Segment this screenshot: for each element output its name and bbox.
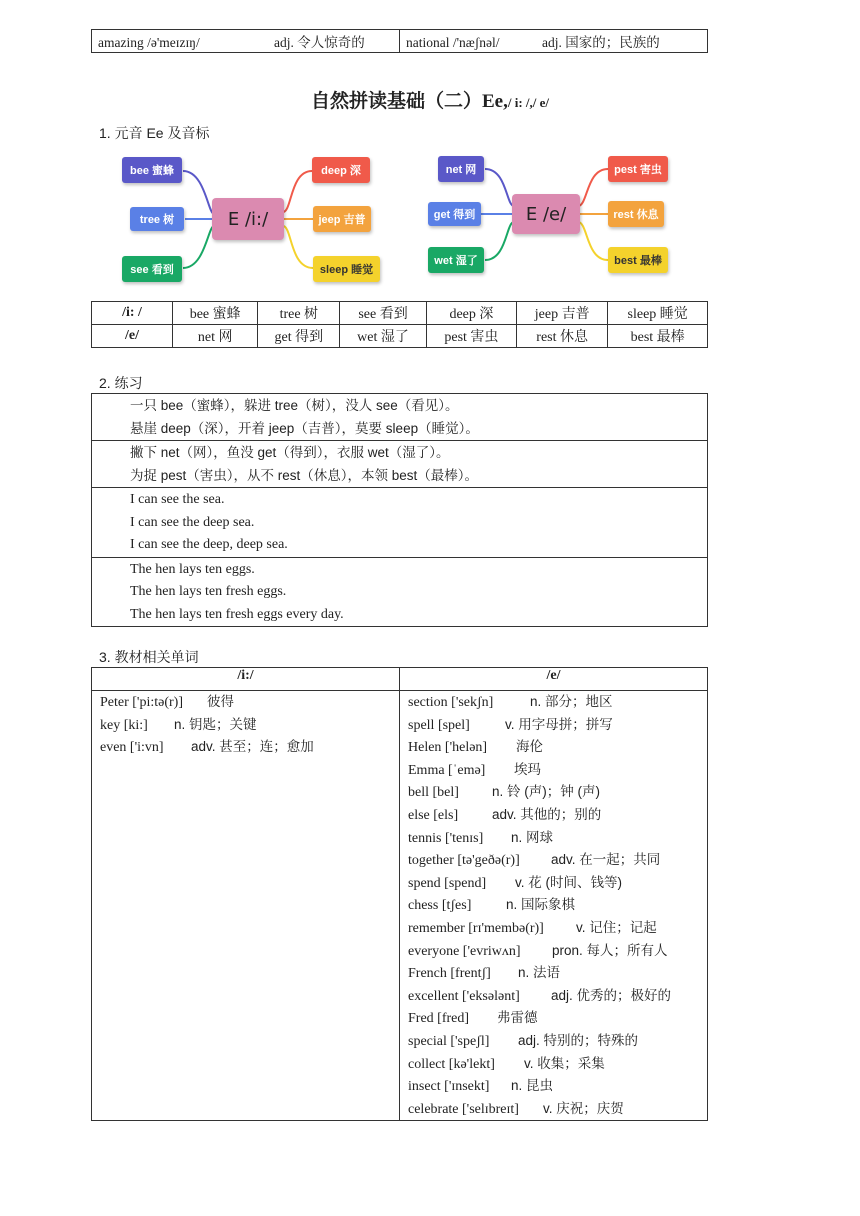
vocab-meaning: n. 法语 [518,965,561,981]
node-see: see 看到 [122,256,182,282]
vocab-word: Fred [fred] [408,1011,470,1027]
section-heading-2: 2. 练习 [99,375,143,391]
vocab-item [408,1007,699,1030]
vocab-item [408,917,699,940]
table-cell: tree 树 [258,302,340,325]
practice-block [92,558,707,627]
vocab-item [408,872,699,895]
vocab-header-e: /e/ [400,668,708,691]
vocab-word: remember [rɪ'membə(r)] [408,920,544,936]
vocab-item [408,962,699,985]
table-row [92,302,708,325]
node-bee: bee 蜜蜂 [122,157,182,183]
table-cell: /e/ [92,325,173,348]
vocab-word: bell [bel] [408,785,459,801]
vocab-word: insect ['ɪnsekt] [408,1079,490,1095]
top-meaning: adj. 国家的；民族的 [542,35,660,50]
table-cell: jeep 吉普 [517,302,608,325]
practice-line: 撇下 net（网），鱼没 get（得到），衣服 wet（湿了）。 [130,445,450,460]
mindmap-e [0,0,860,300]
vocab-word: excellent ['eksələnt] [408,988,520,1004]
vocab-table [91,667,708,1121]
vocab-word: French [frentʃ] [408,966,491,982]
vocab-item [408,804,699,827]
vocab-meaning: v. 庆祝；庆贺 [543,1100,624,1116]
vocab-meaning: 弗雷德 [497,1010,538,1026]
vocab-col-i [92,691,400,1121]
node-best: best 最棒 [608,247,668,273]
top-word: amazing /ə'meɪzɪŋ/ [98,35,200,50]
vocab-word: spend [spend] [408,875,487,891]
vocab-meaning: n. 昆虫 [511,1078,554,1094]
table-cell: pest 害虫 [426,325,516,348]
node-center-e: E /e/ [512,194,580,234]
vocab-item [408,691,699,714]
table-cell: wet 湿了 [340,325,427,348]
practice-line: I can see the deep, deep sea. [130,537,288,552]
table-cell: deep 深 [426,302,516,325]
vocab-word: spell [spel] [408,717,470,733]
table-cell: sleep 睡觉 [608,302,708,325]
practice-block [92,394,707,441]
node-sleep: sleep 睡觉 [313,256,380,282]
vocab-header-i: /i:/ [92,668,400,691]
vocab-item [408,1098,699,1121]
table-cell: rest 休息 [517,325,608,348]
node-net: net 网 [438,156,484,182]
vocab-item [408,1053,699,1076]
node-wet: wet 湿了 [428,247,484,273]
practice-block [92,441,707,488]
vocab-item [408,849,699,872]
section-heading-3: 3. 教材相关单词 [99,649,199,665]
vocab-meaning: n. 国际象棋 [506,897,576,913]
vocab-item [408,940,699,963]
practice-line: I can see the sea. [130,492,225,507]
vocab-word: everyone ['evriwʌn] [408,943,521,959]
practice-line: 一只 bee（蜜蜂），躲进 tree（树），没人 see（看见）。 [130,398,459,413]
vocab-word: section ['sekʃn] [408,695,494,710]
node-deep: deep 深 [312,157,370,183]
practice-block [92,488,707,558]
practice-line: The hen lays ten eggs. [130,561,255,577]
vocab-item [408,894,699,917]
table-cell: /i: / [92,302,173,325]
vocab-item [408,759,699,782]
vocab-item [100,736,391,759]
node-rest: rest 休息 [608,201,664,227]
practice-line: 悬崖 deep（深），开着 jeep（吉普），莫要 sleep（睡觉）。 [130,420,479,436]
vocab-item [408,714,699,737]
section-heading-1: 1. 元音 Ee 及音标 [99,125,210,141]
vocab-word: special ['speʃl] [408,1033,490,1049]
table-cell: get 得到 [258,325,340,348]
vocab-meaning: v. 记住；记起 [576,919,657,935]
vocab-item [408,985,699,1008]
vocab-word: chess [tʃes] [408,898,472,914]
vocab-meaning: v. 花 (时间、钱等) [515,874,622,890]
vocab-word: collect [kə'lekt] [408,1056,495,1072]
vocab-col-e [400,691,708,1121]
table-row [92,325,708,348]
vocab-meaning: n. 部分；地区 [530,694,613,709]
vocab-item [100,691,391,714]
table-cell: net 网 [173,325,258,348]
vocab-meaning: n. 钥匙；关键 [174,716,257,732]
title-ipa: / i: /,/ e/ [507,95,550,110]
phonics-table [91,301,708,348]
vocab-word: Emma [ˈemə] [408,762,486,778]
vocab-meaning: 埃玛 [514,761,541,777]
vocab-meaning: n. 网球 [511,829,554,845]
vocab-meaning: v. 收集；采集 [524,1055,605,1071]
vocab-meaning: adv. 甚至；连；愈加 [191,739,314,755]
vocab-meaning: v. 用字母拼；拼写 [505,716,613,732]
vocab-word: tennis ['tenɪs] [408,830,484,846]
node-pest: pest 害虫 [608,156,668,182]
table-cell: best 最棒 [608,325,708,348]
vocab-meaning: adv. 在一起；共同 [551,852,661,868]
practice-line: 为捉 pest（害虫），从不 rest（休息），本领 best（最棒）。 [130,467,479,483]
node-tree: tree 树 [130,207,184,231]
vocab-meaning: 海伦 [516,739,543,755]
vocab-word: else [els] [408,807,459,823]
vocab-item [408,1075,699,1098]
title-main: 自然拼读基础（二）Ee, [310,91,508,112]
vocab-word: together [tə'geðə(r)] [408,853,520,869]
top-word: national /'næʃnəl/ [406,35,500,50]
table-cell: bee 蜜蜂 [173,302,258,325]
vocab-meaning: adj. 优秀的；极好的 [551,987,672,1003]
vocab-meaning: pron. 每人；所有人 [552,942,668,958]
vocab-word: even ['i:vn] [100,740,164,756]
practice-line: The hen lays ten fresh eggs. [130,584,287,599]
vocab-meaning: 彼得 [207,694,234,709]
practice-line: I can see the deep sea. [130,514,255,530]
vocab-item [100,714,391,737]
vocab-meaning: n. 铃 (声)；钟 (声) [492,784,600,800]
table-cell: see 看到 [340,302,427,325]
vocab-item [408,827,699,850]
node-get: get 得到 [428,202,481,226]
vocab-meaning: adj. 特别的；特殊的 [518,1032,639,1048]
vocab-word: key [ki:] [100,717,148,733]
vocab-word: celebrate ['selɪbreɪt] [408,1101,519,1117]
vocab-meaning: adv. 其他的；别的 [492,806,602,822]
vocab-item [408,1030,699,1053]
practice-line: The hen lays ten fresh eggs every day. [130,606,344,622]
node-center-i: E /i:/ [212,198,284,240]
node-jeep: jeep 吉普 [313,206,371,232]
vocab-item [408,736,699,759]
vocab-word: Peter ['pi:tə(r)] [100,695,183,710]
practice-box [91,393,708,627]
top-meaning: adj. 令人惊奇的 [274,35,365,50]
vocab-word: Helen ['helən] [408,740,488,756]
vocab-item [408,781,699,804]
